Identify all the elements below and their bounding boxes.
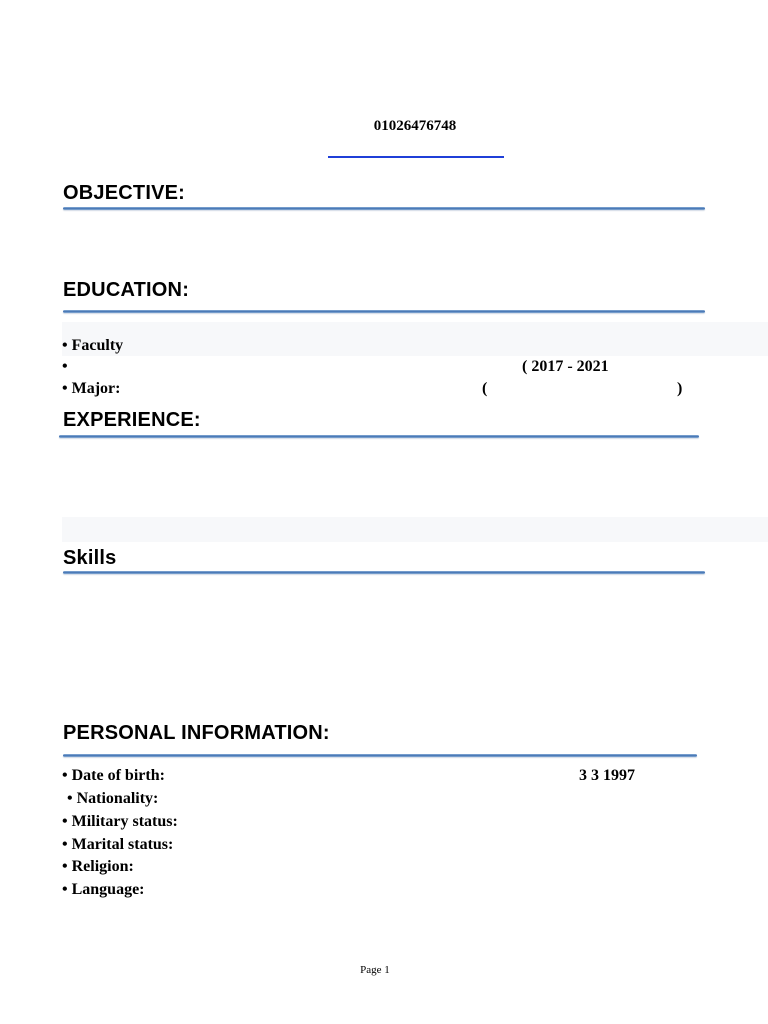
marital-status-label: • Marital status: xyxy=(62,836,174,853)
religion-label: • Religion: xyxy=(62,858,134,875)
education-bullet: • xyxy=(62,358,68,375)
skills-divider xyxy=(63,571,705,574)
personal-info-heading: PERSONAL INFORMATION: xyxy=(63,722,330,744)
education-heading: EDUCATION: xyxy=(63,279,190,301)
skills-heading: Skills xyxy=(63,547,117,569)
experience-divider xyxy=(59,435,699,438)
nationality-label: • Nationality: xyxy=(67,790,159,807)
experience-heading: EXPERIENCE: xyxy=(63,409,201,431)
phone-number: 01026476748 xyxy=(373,118,457,134)
date-of-birth-value: 3 3 1997 xyxy=(579,767,635,784)
page-number-footer: Page 1 xyxy=(360,964,390,976)
email-link-underline[interactable] xyxy=(328,156,504,158)
personal-info-divider xyxy=(63,754,697,757)
military-status-label: • Military status: xyxy=(62,813,178,830)
education-shaded-band xyxy=(62,322,768,356)
education-faculty: • Faculty xyxy=(62,337,124,354)
education-years: ( 2017 - 2021 xyxy=(522,358,609,375)
date-of-birth-label: • Date of birth: xyxy=(62,767,165,784)
education-paren-close: ) xyxy=(677,380,683,397)
language-label: • Language: xyxy=(62,881,145,898)
objective-divider xyxy=(63,207,705,210)
education-paren-open: ( xyxy=(482,380,488,397)
education-major: • Major: xyxy=(62,380,121,397)
experience-shaded-band xyxy=(62,517,768,542)
education-divider xyxy=(63,310,705,313)
objective-heading: OBJECTIVE: xyxy=(63,182,186,204)
